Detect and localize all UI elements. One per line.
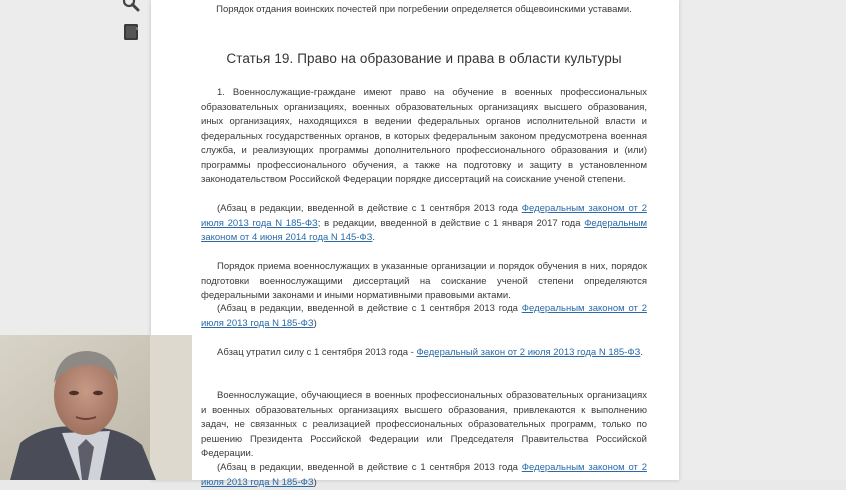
previous-article-line: Порядок отдания воинских почестей при погребении определяется общевоинскими уставами. <box>216 4 632 15</box>
notebook-icon[interactable] <box>122 23 140 41</box>
note-text: ) <box>313 476 317 488</box>
repeal-text: Абзац утратил силу с 1 сентября 2013 года - <box>217 347 417 358</box>
law-link[interactable]: Федеральным законом от 2 июля 2013 года N 185-ФЗ <box>201 462 647 488</box>
note-text: ) <box>313 317 317 329</box>
note-text: (Абзац в редакции, введенной в действие с 1 сентября 2013 года <box>217 462 522 473</box>
amendment-note-4 <box>201 461 647 490</box>
law-link[interactable]: Федеральным законом от 2 июля 2013 года N 185-ФЗ <box>201 303 647 329</box>
law-link[interactable]: Федеральным законом от 4 июня 2014 года N 145-ФЗ <box>201 217 647 243</box>
note-text: ; в редакции, введенной в действие с 1 января 2017 года <box>317 217 585 229</box>
note-text: (Абзац в редакции, введенной в действие с 1 сентября 2013 года <box>217 303 522 314</box>
law-link[interactable]: Федеральный закон от 2 июля 2013 года N 185-ФЗ <box>416 347 641 358</box>
amendment-note-2 <box>201 302 647 331</box>
paragraph-2: Порядок приема военнослужащих в указанные организации и порядок обучения в них, порядок подготовки военнослужащими диссертаций на соискание ученой степени определяются федеральными законами и иными нормативными правовыми актами. <box>201 261 647 301</box>
search-icon[interactable] <box>122 0 140 12</box>
law-link[interactable]: Федеральным законом от 2 июля 2013 года N 185-ФЗ <box>201 203 647 229</box>
repeal-text: . <box>640 347 643 358</box>
document-page <box>151 0 679 488</box>
article-title: Статья 19. Право на образование и права в области культуры <box>226 51 622 66</box>
paragraph-4: Военнослужащие, обучающиеся в военных профессиональных образовательных организациях и военных образовательных организациях высшего образования, привлекаются к выполнению задач, не связанных с реализацией профессиональных образовательных программ, только по решению Президента Российской Федерации или Председателя Правительства Российской Федерации. <box>201 390 647 459</box>
note-text: (Абзац в редакции, введенной в действие с 1 сентября 2013 года <box>217 203 522 214</box>
note-text: . <box>372 232 376 243</box>
right-margin <box>679 0 846 480</box>
paragraph-1: 1. Военнослужащие-граждане имеют право на обучение в военных профессиональных образовательных организациях, военных образовательных организациях высшего образования, иных организациях, находящихся в ведении федеральных органов исполнительной власти и федеральных государственных органов, в которых федеральным законом предусмотрена военная служба, и реализующих программы дополнительного профессионального образования и (или) программы профессионального обучения, а также на подготовку и защиту в установленном законодательством Российской Федерации порядке диссертаций на соискание ученой степени. <box>201 87 647 185</box>
amendment-note-1 <box>201 202 647 246</box>
webcam-overlay <box>0 335 192 480</box>
paragraph-3 <box>201 346 647 361</box>
webcam-image <box>0 335 192 480</box>
